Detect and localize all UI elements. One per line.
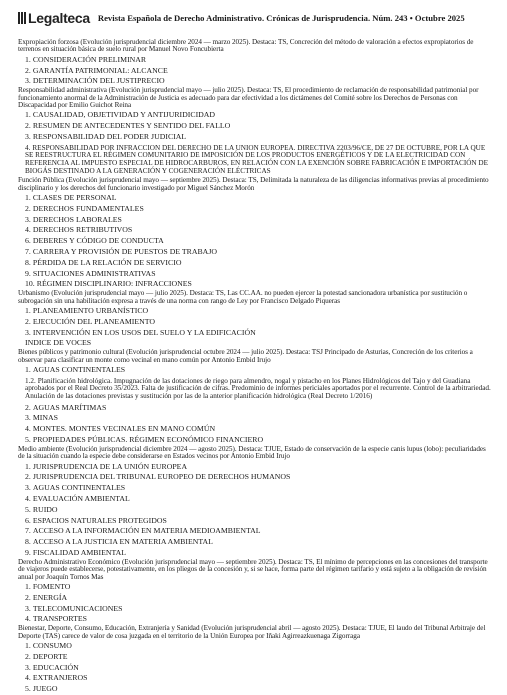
- toc-item-label: EVALUACIÓN AMBIENTAL: [32, 493, 130, 503]
- toc-item-number: 5.: [25, 504, 31, 514]
- toc-item[interactable]: [18, 110, 491, 121]
- toc-item-label: Planificación hidrológica. Impugnación de las dotaciones de riego para almendro, nogal y pistacho en los Planes Hidrológicos del Tajo y del Guadiana aprobados por el Real Decreto 35/2023. Falta de justificación de cifras. Predominio de informes periciales aportados por el recurrente. Control de la arbitrariedad. Anulación de las dotaciones previstas y sustitución por las de la anterior planificación hidrológica (Real Decreto 1/2016): [25, 377, 491, 400]
- toc-item-label: DETERMINACIÓN DEL JUSTIPRECIO: [32, 76, 165, 86]
- toc-item-label: INTERVENCIÓN EN LOS USOS DEL SUELO Y LA EDIFICACIÓN: [32, 327, 256, 337]
- section-description[interactable]: Función Pública (Evolución jurisprudencial mayo — septiembre 2025). Destaca: TS, Delimitada la naturaleza de las diligencias informativas previas al procedimiento disciplinario y los derechos del funcionario investigado por Miguel Sánchez Morón: [18, 176, 489, 192]
- toc-item-label: CLASES DE PERSONAL: [32, 193, 117, 202]
- toc-item[interactable]: [18, 328, 491, 339]
- toc-item-label: ACCESO A LA JUSTICIA EN MATERIA AMBIENTAL: [32, 537, 213, 547]
- toc-item[interactable]: [18, 462, 491, 473]
- toc-section: [18, 87, 491, 175]
- toc-item-number: 1.2.: [25, 377, 36, 385]
- toc-item-number: 1.: [25, 364, 31, 374]
- toc-item-number: 6.: [25, 236, 31, 246]
- section-description[interactable]: Responsabilidad administrativa (Evolución jurisprudencial mayo — julio 2025). Destaca: TS, El procedimiento de reclamación de responsabilidad patrimonial por funcionamiento anormal de la Administración de Justicia es adecuado para dar efectividad a los dictámenes del Comité sobre los Derechos de Personas con Discapacidad por Emilio Guichot Reina: [18, 86, 479, 110]
- toc-item-number: 2.: [25, 651, 31, 661]
- section-description[interactable]: Bienestar, Deporte, Consumo, Educación, Extranjería y Sanidad (Evolución jurisprudencial abril — agosto 2025). Destaca: TJUE, El laudo del Tribunal Arbitraje del Deporte (TAS) carece de valor de cosa juzgada en el territorio de la Unión Europea por Iñaki Agirreazkuenaga Zigorraga: [18, 624, 486, 640]
- toc-item[interactable]: [18, 258, 491, 269]
- toc-item[interactable]: [18, 145, 491, 175]
- toc-item[interactable]: [18, 604, 491, 615]
- toc-item-label: PÉRDIDA DE LA RELACIÓN DE SERVICIO: [32, 257, 182, 267]
- toc-item-number: 4.: [25, 424, 31, 434]
- toc-item-label: AGUAS MARÍTIMAS: [32, 402, 107, 412]
- header: [18, 4, 491, 32]
- toc-item[interactable]: [18, 505, 491, 516]
- toc-item[interactable]: [18, 483, 491, 494]
- toc-item-number: 1.: [25, 305, 31, 315]
- toc-item-label: FOMENTO: [32, 581, 71, 591]
- toc-item-number: 1.: [25, 581, 31, 591]
- toc-item[interactable]: [18, 403, 491, 414]
- toc-item-number: 1.: [25, 640, 31, 650]
- toc-item[interactable]: [18, 424, 491, 435]
- toc-item[interactable]: [18, 204, 491, 215]
- toc-item-number: 4.: [25, 493, 31, 503]
- logo-bars-icon: [18, 12, 26, 24]
- toc-item[interactable]: [18, 684, 491, 695]
- toc-item-label: CAUSALIDAD, OBJETIVIDAD Y ANTIJURIDICIDAD: [32, 110, 216, 120]
- page: [0, 4, 507, 694]
- toc-item-number: 9.: [25, 547, 31, 557]
- toc-item-label: RESPONSABILIDAD POR INFRACCIÓN DEL DERECHO DE LA UNIÓN EUROPEA. DIRECTIVA 2203/96/CE, DE 27 DE OCTUBRE, POR LA QUE SE REESTRUCTURA EL RÉGIMEN COMUNITARIO DE IMPOSICIÓN DE LOS PRODUCTOS ENERGÉTICOS Y DE LA ELECTRICIDAD CON REFERENCIA AL IMPUESTO ESPECIAL DE HIDROCARBUROS, EN RELACIÓN CON LA EXENCIÓN SOBRE FABRICACIÓN E IMPORTACIÓN DE BIOGÁS DESTINADO A LA GENERACIÓN Y COGENERACIÓN ELÉCTRICAS: [25, 144, 489, 175]
- section-description[interactable]: Derecho Administrativo Económico (Evolución jurisprudencial mayo — septiembre 2025). Destaca: TS, El mínimo de percepciones en las concesiones del transporte de viajeros puede establecerse, potestativamente, en los pliegos de la concesión y, si se hace, forma parte del régimen tarifario y está sujeto a la obligación de revisión anual por Joaquín Tornos Mas: [18, 557, 488, 581]
- toc-item-number: 7.: [25, 526, 31, 536]
- toc-item-number: 1.: [25, 110, 31, 120]
- toc-item-label: PLANEAMIENTO URBANÍSTICO: [32, 305, 149, 315]
- toc-item-number: 8.: [25, 257, 31, 267]
- journal-title: Revista Española de Derecho Administrativo. Crónicas de Jurisprudencia. Núm. 243 • Octubre 2025: [97, 13, 465, 23]
- toc-item[interactable]: [18, 378, 491, 401]
- toc-item-label: EDUCACIÓN: [32, 662, 79, 672]
- toc-item-label: AGUAS CONTINENTALES: [32, 364, 126, 374]
- toc-item[interactable]: [18, 236, 491, 247]
- toc-item-number: 4.: [25, 673, 31, 683]
- toc-section: [18, 349, 491, 446]
- toc-item-label: TRANSPORTES: [32, 614, 87, 624]
- toc-item[interactable]: [18, 537, 491, 548]
- toc-item-label: DEBERES Y CÓDIGO DE CONDUCTA: [32, 236, 164, 246]
- toc-item-number: 2.: [25, 203, 31, 213]
- toc-item[interactable]: [18, 193, 491, 204]
- toc-item-label: CARRERA Y PROVISIÓN DE PUESTOS DE TRABAJO: [32, 246, 217, 256]
- toc-item-label: CONSUMO: [32, 640, 72, 650]
- toc-item[interactable]: [18, 413, 491, 424]
- toc-section: [18, 625, 491, 695]
- toc-item-number: 2.: [25, 316, 31, 326]
- toc-item[interactable]: [18, 494, 491, 505]
- toc-item-label: MINAS: [32, 413, 58, 423]
- toc-item-number: 3.: [25, 603, 31, 613]
- toc-item-label: ESPACIOS NATURALES PROTEGIDOS: [32, 515, 167, 525]
- toc-item[interactable]: [18, 582, 491, 593]
- toc-item-label: DEPORTE: [32, 651, 68, 661]
- toc-item[interactable]: [18, 121, 491, 132]
- toc-item[interactable]: [18, 215, 491, 226]
- toc-section: [18, 290, 491, 349]
- toc-item-label: JURISPRUDENCIA DE LA UNIÓN EUROPEA: [32, 461, 188, 471]
- toc-section: [18, 177, 491, 290]
- toc-item-label: EJECUCIÓN DEL PLANEAMIENTO: [32, 316, 156, 326]
- toc-section: [18, 446, 491, 559]
- toc-item-label: RESPONSABILIDAD DEL PODER JUDICIAL: [32, 132, 187, 142]
- toc-item-label: MONTES. MONTES VECINALES EN MANO COMÚN: [32, 424, 216, 434]
- toc-item-label: DERECHOS RETRIBUTIVOS: [32, 225, 133, 235]
- toc-item[interactable]: [18, 66, 491, 77]
- toc-item-number: 3.: [25, 327, 31, 337]
- toc-item-number: 3.: [25, 76, 31, 86]
- toc-item-label: RÉGIMEN DISCIPLINARIO: INFRACCIONES: [36, 279, 192, 289]
- toc-item-number: 8.: [25, 537, 31, 547]
- toc-item-label: RESUMEN DE ANTECEDENTES Y SENTIDO DEL FALLO: [32, 121, 231, 131]
- toc-item-number: 6.: [25, 515, 31, 525]
- toc-section: [18, 39, 491, 87]
- toc-item[interactable]: [18, 663, 491, 674]
- toc-item-number: 1.: [25, 193, 31, 202]
- toc-item-number: 4.: [25, 144, 31, 152]
- toc-item[interactable]: [18, 306, 491, 317]
- toc-item-number: 5.: [25, 434, 31, 444]
- toc-item-label: DERECHOS LABORALES: [32, 214, 122, 224]
- toc-item-label: PROPIEDADES PÚBLICAS. RÉGIMEN ECONÓMICO FINANCIERO: [32, 434, 264, 444]
- toc-item[interactable]: [18, 269, 491, 280]
- toc-item-label: JURISPRUDENCIA DEL TRIBUNAL EUROPEO DE DERECHOS HUMANOS: [32, 472, 291, 482]
- toc-item-label: TELECOMUNICACIONES: [32, 603, 123, 613]
- toc-item-number: 4.: [25, 614, 31, 624]
- toc-item[interactable]: [18, 247, 491, 258]
- toc-item-number: 1.: [25, 54, 31, 64]
- toc-item[interactable]: [18, 516, 491, 527]
- toc-item-label: INDICE DE VOCES: [25, 338, 92, 348]
- toc-item-number: 5.: [25, 684, 31, 694]
- toc-item-number: 9.: [25, 268, 31, 278]
- toc-item-label: DERECHOS FUNDAMENTALES: [32, 203, 144, 213]
- toc-item-number: 2.: [25, 592, 31, 602]
- toc-item[interactable]: [18, 652, 491, 663]
- toc-item[interactable]: [18, 225, 491, 236]
- section-description[interactable]: Medio ambiente (Evolución jurisprudencial diciembre 2024 — agosto 2025). Destaca: TJUE, Estado de conservación de la especie canis lupus (lobo): peculiaridades de la situación cuando la especie debe considerarse en Estados vecinos por Antonio Embid Irujo: [18, 444, 486, 461]
- toc-item-number: 3.: [25, 132, 31, 142]
- toc-item[interactable]: [18, 55, 491, 66]
- toc-item-number: 2.: [25, 121, 31, 131]
- toc-item[interactable]: [18, 526, 491, 537]
- toc-item-label: FISCALIDAD AMBIENTAL: [32, 547, 127, 557]
- toc-item-number: 1.: [25, 461, 31, 471]
- toc-item[interactable]: [18, 317, 491, 328]
- toc-item-label: AGUAS CONTINENTALES: [32, 483, 126, 493]
- toc-item-number: 7.: [25, 246, 31, 256]
- section-description[interactable]: Expropiación forzosa (Evolución jurisprudencial diciembre 2024 — marzo 2025). Destaca: TS, Concreción del método de valoración a efectos expropiatorios de terrenos en situación básica de suelo rural por Manuel Novo Foncubierta: [18, 38, 474, 54]
- toc-item-number: 10.: [25, 279, 35, 289]
- toc-item[interactable]: [18, 472, 491, 483]
- toc-item-number: 2.: [25, 65, 31, 75]
- toc-item[interactable]: [18, 641, 491, 652]
- logo-text: Legalteca: [28, 10, 90, 26]
- section-description[interactable]: Bienes públicos y patrimonio cultural (Evolución jurisprudencial octubre 2024 — julio 2025). Destaca: TSJ Principado de Asturias, Concreción de los criterios a observar para clasificar un monte como vecinal en mano común por Antonio Embid Irujo: [18, 348, 473, 364]
- toc-item-label: SITUACIONES ADMINISTRATIVAS: [32, 268, 156, 278]
- toc-item-label: EXTRANJEROS: [32, 673, 88, 683]
- toc-item[interactable]: [18, 593, 491, 604]
- toc-item-number: 3.: [25, 413, 31, 423]
- toc-item-number: 2.: [25, 472, 31, 482]
- toc-item-label: JUEGO: [32, 684, 58, 694]
- toc-item-number: 4.: [25, 225, 31, 235]
- toc-item[interactable]: [18, 132, 491, 143]
- toc-item-number: 3.: [25, 214, 31, 224]
- toc-item-label: ACCESO A LA INFORMACIÓN EN MATERIA MEDIOAMBIENTAL: [32, 526, 261, 536]
- toc-item-number: 3.: [25, 483, 31, 493]
- toc-item-number: 3.: [25, 662, 31, 672]
- toc-section: [18, 559, 491, 625]
- toc-item-label: GARANTÍA PATRIMONIAL: ALCANCE: [32, 65, 168, 75]
- table-of-contents: [18, 39, 491, 695]
- toc-item-label: CONSIDERACIÓN PRELIMINAR: [32, 54, 147, 64]
- toc-item-label: ENERGÍA: [32, 592, 68, 602]
- toc-item[interactable]: [18, 673, 491, 684]
- toc-item-number: 2.: [25, 402, 31, 412]
- logo[interactable]: [18, 10, 90, 26]
- section-description[interactable]: Urbanismo (Evolución jurisprudencial mayo — julio 2025). Destaca: TS, Las CC.AA. no pueden ejercer la potestad sancionadora urbanística por sustitución o subrogación sin una habilitación expresa a través de una norma con rango de Ley por Francisco Delgado Piqueras: [18, 289, 468, 305]
- toc-item[interactable]: [18, 365, 491, 376]
- toc-item-label: RUIDO: [32, 504, 58, 514]
